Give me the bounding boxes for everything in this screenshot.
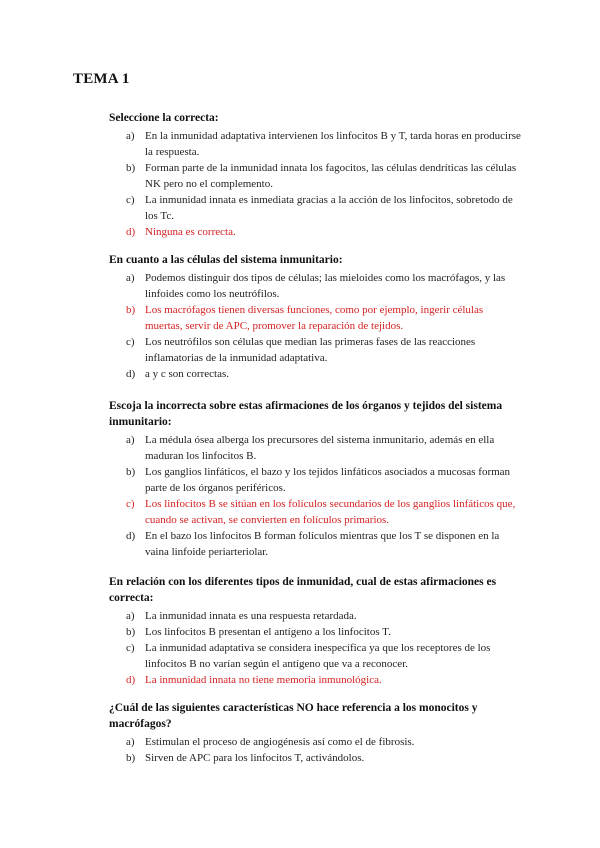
option-text: Estimulan el proceso de angiogénesis así como el de fibrosis. [145,736,415,748]
option-text: La médula ósea alberga los precursores del sistema inmunitario, además en ella maduran los linfocitos B. [145,434,495,462]
option-list [109,432,521,560]
option-text: La inmunidad innata es inmediata gracias a la acción de los linfocitos, sobretodo de los Tc. [145,194,513,222]
option-c-correct: c) Los linfocitos B se sitúan en los folículos secundarios de los ganglios linfáticos que, cuando se activan, se convierten en folículos primarios. [126,498,516,526]
option-d-correct: d) La inmunidad innata no tiene memoria inmunológica. [126,674,382,686]
option-text: Los linfocitos B presentan el antígeno a los linfocitos T. [145,626,391,638]
question-3 [109,398,521,560]
option-text: Podemos distinguir dos tipos de células; las mieloides como los macrófagos, y las linfoides como los neutrófilos. [145,272,506,300]
option-c: c) Los neutrófilos son células que median las primeras fases de las reacciones inflamatorias de la inmunidad adaptativa. [126,336,476,364]
option-b: b) Los ganglios linfáticos, el bazo y los tejidos linfáticos asociados a mucosas forman parte de los órganos periféricos. [126,466,511,494]
option-a: a) La inmunidad innata es una respuesta retardada. [126,610,357,622]
option-c: c) La inmunidad innata es inmediata gracias a la acción de los linfocitos, sobretodo de los Tc. [126,194,513,222]
question-text: En cuanto a las células del sistema inmunitario: [109,254,343,266]
question-1 [109,110,521,240]
option-a: a) Estimulan el proceso de angiogénesis así como el de fibrosis. [126,736,415,748]
option-a: a) En la inmunidad adaptativa intervienen los linfocitos B y T, tarda horas en producirse la respuesta. [126,130,521,158]
option-list [109,734,521,766]
option-text: Los macrófagos tienen diversas funciones, como por ejemplo, ingerir células muertas, servir de APC, promover la reparación de tejidos. [145,304,484,332]
option-d: d) a y c son correctas. [126,368,229,380]
question-text: Seleccione la correcta: [109,112,219,124]
option-text: Los linfocitos B se sitúan en los folículos secundarios de los ganglios linfáticos que, cuando se activan, se convierten en folículos primarios. [145,498,516,526]
option-b: b) Forman parte de la inmunidad innata los fagocitos, las células dendríticas las células NK pero no el complemento. [126,162,517,190]
question-text: ¿Cuál de las siguientes características NO hace referencia a los monocitos y macrófagos? [109,702,478,730]
option-b: b) Sirven de APC para los linfocitos T, activándolos. [126,752,365,764]
option-b-correct: b) Los macrófagos tienen diversas funciones, como por ejemplo, ingerir células muertas, servir de APC, promover la reparación de tejidos. [126,304,484,332]
option-text: La inmunidad adaptativa se considera inespecífica ya que los receptores de los linfocitos B no varían según el antígeno que va a reconocer. [145,642,491,670]
option-d: d) En el bazo los linfocitos B forman folículos mientras que los T se disponen en la vaina linfoide periarteriolar. [126,530,500,558]
option-text: La inmunidad innata no tiene memoria inmunológica. [145,674,382,686]
option-a: a) Podemos distinguir dos tipos de células; las mieloides como los macrófagos, y las linfoides como los neutrófilos. [126,272,506,300]
option-list [109,270,521,382]
option-a: a) La médula ósea alberga los precursores del sistema inmunitario, además en ella maduran los linfocitos B. [126,434,495,462]
option-text: Los neutrófilos son células que median las primeras fases de las reacciones inflamatorias de la inmunidad adaptativa. [145,336,476,364]
option-text: En el bazo los linfocitos B forman folículos mientras que los T se disponen en la vaina linfoide periarteriolar. [145,530,500,558]
option-list [109,128,521,240]
option-text: Los ganglios linfáticos, el bazo y los tejidos linfáticos asociados a mucosas forman parte de los órganos periféricos. [145,466,511,494]
option-list [109,608,521,688]
question-5 [109,700,521,766]
question-4 [109,574,521,688]
page-title: TEMA 1 [73,71,130,87]
question-text: En relación con los diferentes tipos de inmunidad, cual de estas afirmaciones es correcta: [109,576,497,604]
option-c: c) La inmunidad adaptativa se considera inespecífica ya que los receptores de los linfocitos B no varían según el antígeno que va a reconocer. [126,642,491,670]
option-text: En la inmunidad adaptativa intervienen los linfocitos B y T, tarda horas en producirse la respuesta. [145,130,521,158]
option-text: Sirven de APC para los linfocitos T, activándolos. [145,752,365,764]
option-text: La inmunidad innata es una respuesta retardada. [145,610,357,622]
question-text: Escoja la incorrecta sobre estas afirmaciones de los órganos y tejidos del sistema inmunitario: [109,400,503,428]
option-text: a y c son correctas. [145,368,229,380]
option-text: Forman parte de la inmunidad innata los fagocitos, las células dendríticas las células NK pero no el complemento. [145,162,517,190]
question-2 [109,252,521,382]
option-text: Ninguna es correcta. [145,226,236,238]
option-b: b) Los linfocitos B presentan el antígeno a los linfocitos T. [126,626,391,638]
option-d-correct: d) Ninguna es correcta. [126,226,236,238]
